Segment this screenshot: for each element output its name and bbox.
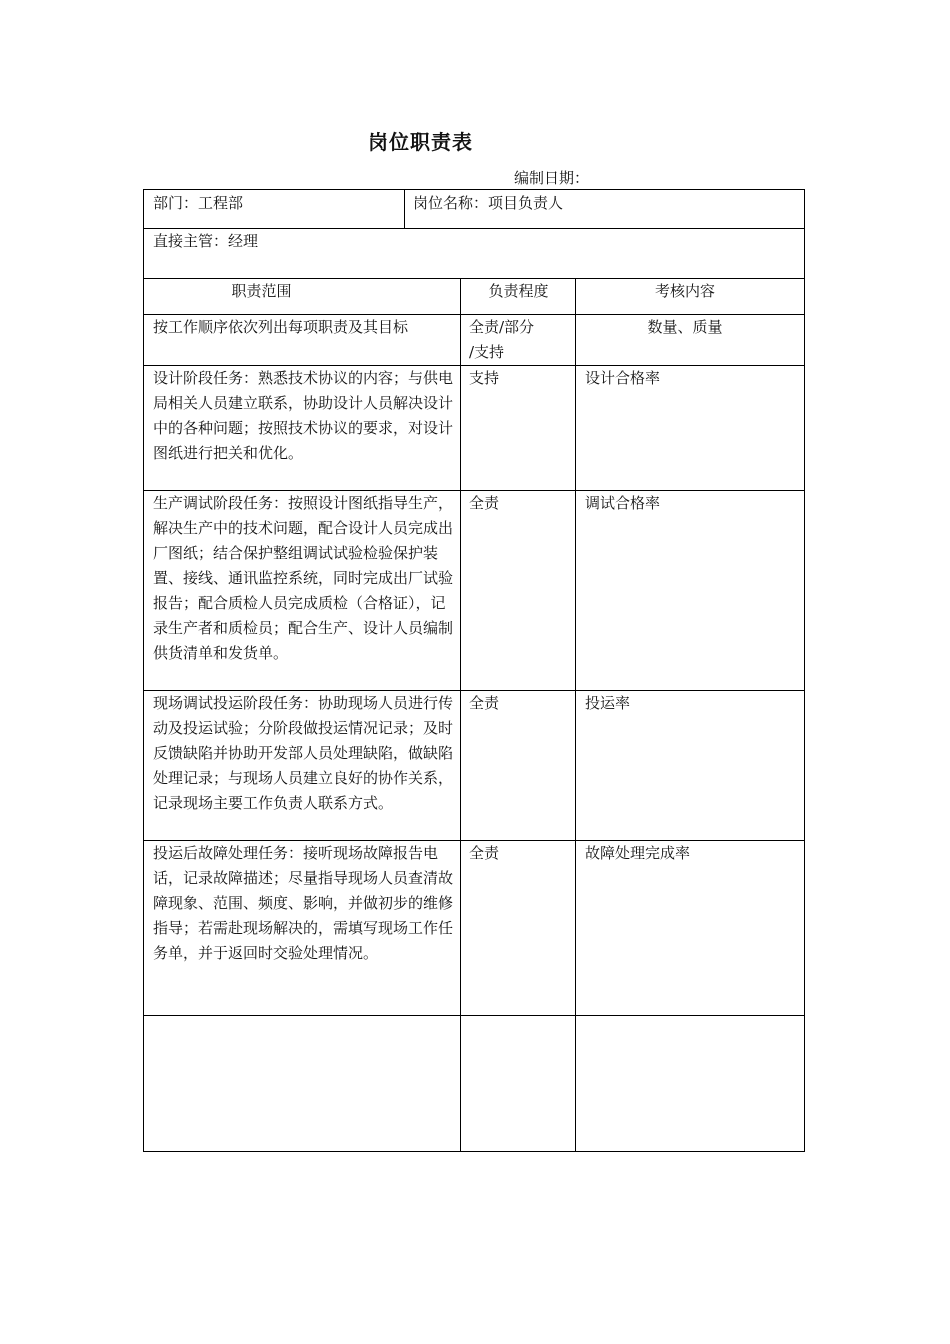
row-4-degree-cell	[460, 840, 576, 1016]
row-2-assessment-cell	[575, 490, 805, 691]
row-5-scope-cell	[143, 1015, 461, 1152]
department-label: 部门：工程部	[153, 194, 244, 212]
guide-assessment-text: 数量、质量	[647, 318, 723, 336]
row-1-assessment-text: 设计合格率	[585, 369, 661, 387]
row-2-assessment-text: 调试合格率	[585, 494, 661, 512]
col-assessment-label: 考核内容	[654, 282, 715, 300]
row-1-scope-text: 设计阶段任务：熟悉技术协议的内容；与供电局相关人员建立联系，协助设计人员解决设计中的各种问题；按照技术协议的要求，对设计图纸进行把关和优化。	[153, 369, 454, 462]
row-2-degree-text: 全责	[469, 494, 500, 512]
guide-degree-text: 全责/部分 /支持	[469, 318, 535, 361]
row-4-assessment-cell	[575, 840, 805, 1016]
row-4-assessment-text: 故障处理完成率	[585, 844, 691, 862]
col-degree-label: 负责程度	[488, 282, 549, 300]
page-title: 岗位职责表	[368, 130, 473, 154]
row-1-degree-text: 支持	[469, 369, 500, 387]
row-5-degree-cell	[460, 1015, 576, 1152]
guide-scope-text: 按工作顺序依次列出每项职责及其目标	[153, 318, 409, 336]
compile-date-label: 编制日期：	[514, 169, 590, 187]
position-name-label: 岗位名称：项目负责人	[413, 194, 564, 212]
row-3-degree-text: 全责	[469, 694, 500, 712]
supervisor-label: 直接主管：经理	[153, 232, 259, 250]
row-4-degree-text: 全责	[469, 844, 500, 862]
col-scope-label: 职责范围	[231, 282, 292, 300]
row-5-assessment-cell	[575, 1015, 805, 1152]
row-3-scope-text: 现场调试投运阶段任务：协助现场人员进行传动及投运试验；分阶段做投运情况记录；及时反馈缺陷并协助开发部人员处理缺陷，做缺陷处理记录；与现场人员建立良好的协作关系，记录现场主要工作负责人联系方式。	[153, 694, 454, 812]
row-3-assessment-text: 投运率	[585, 694, 631, 712]
row-2-scope-text: 生产调试阶段任务：按照设计图纸指导生产，解决生产中的技术问题，配合设计人员完成出厂图纸；结合保护整组调试试验检验保护装置、接线、通讯监控系统，同时完成出厂试验报告；配合质检人员完成质检（合格证），记录生产者和质检员；配合生产、设计人员编制供货清单和发货单。	[153, 494, 454, 662]
row-4-scope-text: 投运后故障处理任务：接听现场故障报告电话，记录故障描述；尽量指导现场人员查清故障现象、范围、频度、影响，并做初步的维修指导；若需赴现场解决的，需填写现场工作任务单，并于返回时交验处理情况。	[153, 844, 454, 962]
row-2-degree-cell	[460, 490, 576, 691]
